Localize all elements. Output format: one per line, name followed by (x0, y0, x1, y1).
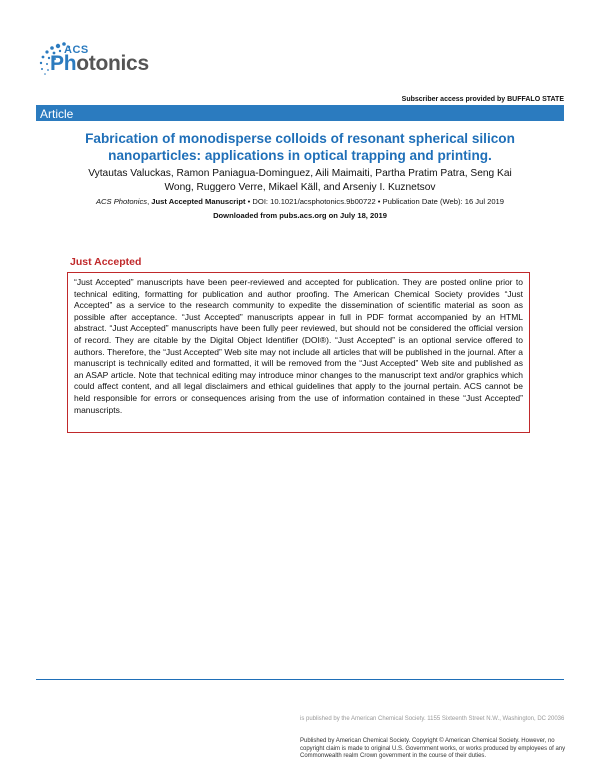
journal-name: ACS Photonics (95, 197, 148, 206)
just-accepted-heading: Just Accepted (70, 256, 142, 268)
citation-details: • DOI: 10.1021/acsphotonics.9b00722 • Publication Date (Web): 16 Jul 2019 (245, 197, 505, 206)
just-accepted-text: “Just Accepted” manuscripts have been peer-reviewed and accepted for publication. They are posted online prior to technical editing, formatting for publication and author proofing. The American Chemical Society provides “Just Accepted” as a service to the research community to expedite the dissemination of scientific material as soon as possible after acceptance. “Just Accepted” manuscripts appear in full in PDF format accompanied by an HTML abstract. “Just Accepted” manuscripts have been fully peer reviewed, but should not be considered the official version of record. They are citable by the Digital Object Identifier (DOI®). “Just Accepted” is an optional service offered to authors. Therefore, the “Just Accepted” Web site may not include all articles that will be published in the journal. After a manuscript is technically edited and formatted, it will be removed from the “Just Accepted” Web site and published as an ASAP article. Note that technical editing may introduce minor changes to the manuscript text and/or graphics which could affect content, and all legal disclaimers and ethical guidelines that apply to the journal pertain. ACS cannot be held responsible for errors or consequences arising from the use of information contained in these “Just Accepted” manuscripts. (74, 277, 523, 415)
footer-divider (36, 679, 564, 680)
section-label: Article (40, 107, 74, 121)
article-title: Fabrication of monodisperse colloids of resonant spherical silicon nanoparticles: applications in optical trapping and printing. (85, 131, 515, 163)
article-authors: Vytautas Valuckas, Ramon Paniagua-Dominguez, Aili Maimaiti, Partha Pratim Patra, Seng Kai Wong, Ruggero Verre, Mikael Käll, and Arseniy I. Kuznetsov (88, 168, 512, 193)
copyright-notice: Published by American Chemical Society. Copyright © American Chemical Society. However, no copyright claim is made to original U.S. Government works, or works produced by employees of any Commonwealth realm Crown government in the course of their duties. (300, 738, 566, 760)
publisher-address: is published by the American Chemical Society. 1155 Sixteenth Street N.W., Washington, DC 20036 (300, 716, 565, 722)
logo-journal-name: Photonics (50, 52, 149, 75)
manuscript-status: Just Accepted Manuscript (151, 197, 246, 206)
citation-line: ACS Photonics, Just Accepted Manuscript • DOI: 10.1021/acsphotonics.9b00722 • Publication Date (Web): 16 Jul 2019 (95, 197, 505, 206)
download-note: Downloaded from pubs.acs.org on July 18, 2019 (213, 211, 387, 220)
acs-photonics-logo (36, 38, 156, 86)
just-accepted-notice (67, 272, 530, 433)
subscriber-access-note: Subscriber access provided by BUFFALO STATE (401, 96, 564, 103)
section-bar (36, 105, 564, 121)
logo-acs-text: ACS (64, 44, 89, 56)
